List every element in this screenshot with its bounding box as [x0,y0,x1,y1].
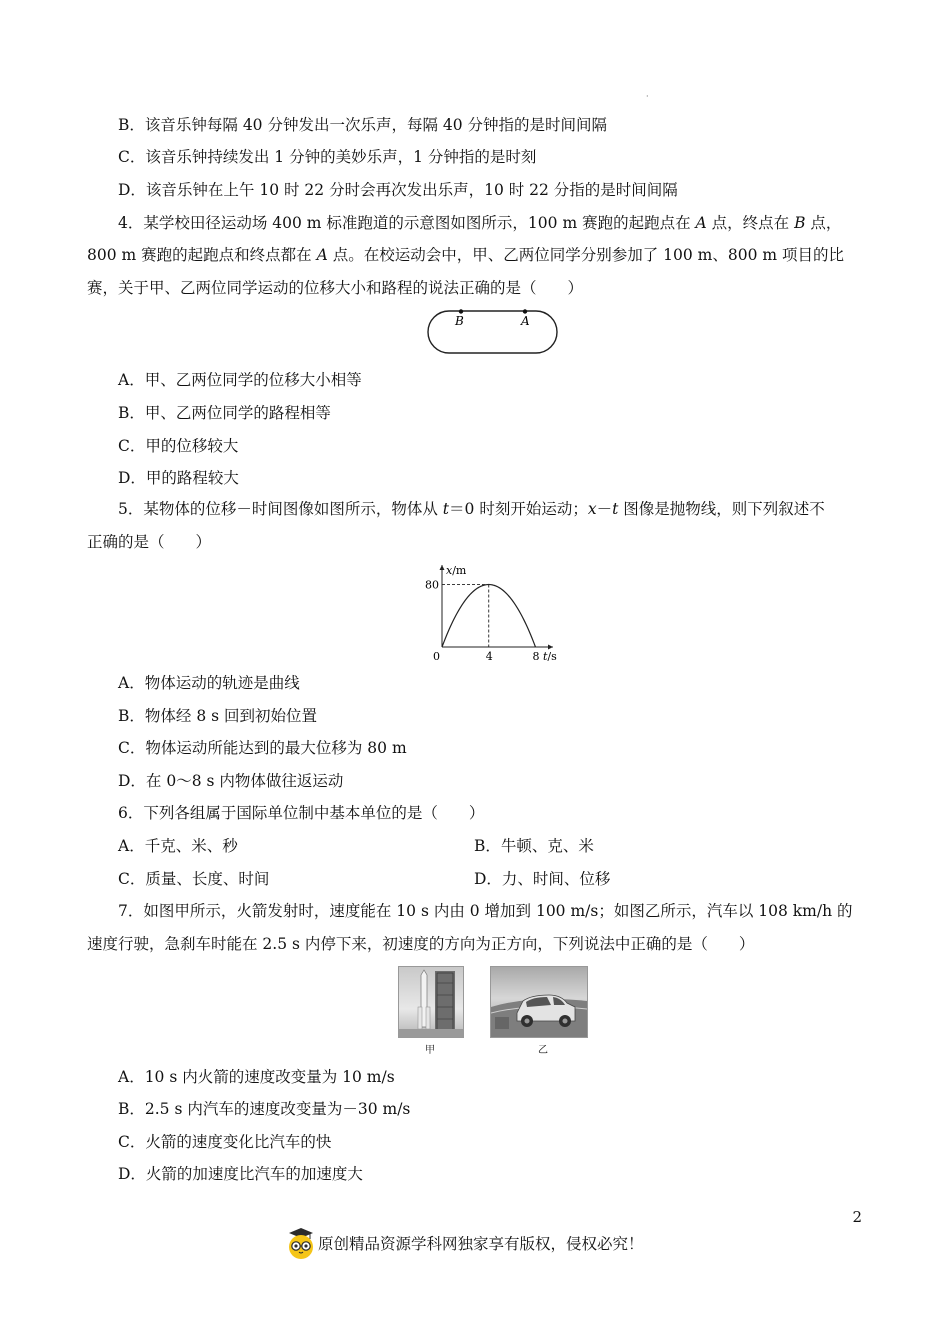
q3-option-c: C．该音乐钟持续发出 1 分钟的美妙乐声，1 分钟指的是时刻 [118,148,537,166]
x-tick-label: 4 [485,650,493,661]
y-tick-label: 80 [425,578,439,592]
car-photo [490,966,588,1038]
x-tick-label: 8 [532,650,540,661]
q4-stem-line3: 赛，关于甲、乙两位同学运动的位移大小和路程的说法正确的是（ ） [87,279,584,297]
y-axis-arrow [440,565,445,570]
q4-option-c: C．甲的位移较大 [118,437,239,455]
q4-option-b: B．甲、乙两位同学的路程相等 [118,404,331,422]
q7-stem-line2: 速度行驶，急刹车时能在 2.5 s 内停下来，初速度的方向为正方向，下列说法中正确的是（ ） [87,935,755,953]
q6-option-c: C．质量、长度、时间 [118,870,270,888]
q6-option-b: B．牛顿、克、米 [474,837,594,855]
q5-option-b: B．物体经 8 s 回到初始位置 [118,707,317,725]
q6-stem: 6．下列各组属于国际单位制中基本单位的是（ ） [118,804,485,822]
q5-option-d: D．在 0～8 s 内物体做往返运动 [118,772,344,790]
q7-option-b: B．2.5 s 内汽车的速度改变量为－30 m/s [118,1100,411,1118]
footer [286,1226,644,1260]
q5-option-c: C．物体运动所能达到的最大位移为 80 m [118,739,407,757]
x-tick-label: 0 [433,650,440,661]
q7-option-d: D．火箭的加速度比汽车的加速度大 [118,1165,363,1183]
caption-car: 乙 [538,1045,548,1056]
q4-stem-line2: 800 m 赛跑的起跑点和终点都在 A 点。在校运动会中，甲、乙两位同学分别参加了 100 m、800 m 项目的比 [87,246,844,264]
q7-stem-line1: 7．如图甲所示，火箭发射时，速度能在 10 s 内由 0 增加到 100 m/s；如图乙所示，汽车以 108 km/h 的 [118,902,853,920]
y-axis-label: x/m [446,564,467,577]
q6-option-a: A．千克、米、秒 [118,837,238,855]
q4-option-a: A．甲、乙两位同学的位移大小相等 [118,371,362,389]
q5-stem-line2: 正确的是（ ） [87,533,212,551]
q5-option-a: A．物体运动的轨迹是曲线 [118,674,300,692]
q3-option-d: D．该音乐钟在上午 10 时 22 分时会再次发出乐声，10 时 22 分指的是时间间隔 [118,181,678,199]
mascot-owl-icon [286,1226,316,1260]
q4-stem-line1: 4．某学校田径运动场 400 m 标准跑道的示意图如图所示，100 m 赛跑的起跑点在 A 点，终点在 B 点， [118,214,842,232]
track-label-a: A [521,314,530,328]
track-outline [428,311,557,353]
q4-option-d: D．甲的路程较大 [118,469,239,487]
track-diagram [425,308,561,358]
xt-chart [415,561,565,661]
q7-option-a: A．10 s 内火箭的速度改变量为 10 m/s [118,1068,395,1086]
x-axis-label: t/s [543,650,557,661]
q5-stem-line1: 5．某物体的位移－时间图像如图所示，物体从 t＝0 时刻开始运动；x－t 图像是抛物线，则下列叙述不 [118,500,825,518]
q6-option-d: D．力、时间、位移 [474,870,611,888]
q7-option-c: C．火箭的速度变化比汽车的快 [118,1133,332,1151]
footer-copyright: 原创精品资源学科网独家享有版权，侵权必究！ [318,1235,644,1253]
rocket-illustration [399,967,463,1037]
car-illustration [491,967,587,1037]
page-number: 2 [852,1208,862,1226]
track-label-b: B [455,314,464,328]
x-axis-arrow [548,645,553,650]
rocket-photo [398,966,464,1038]
stray-mark: · [646,92,649,101]
q3-option-b: B．该音乐钟每隔 40 分钟发出一次乐声，每隔 40 分钟指的是时间间隔 [118,116,608,134]
caption-rocket: 甲 [425,1045,435,1056]
